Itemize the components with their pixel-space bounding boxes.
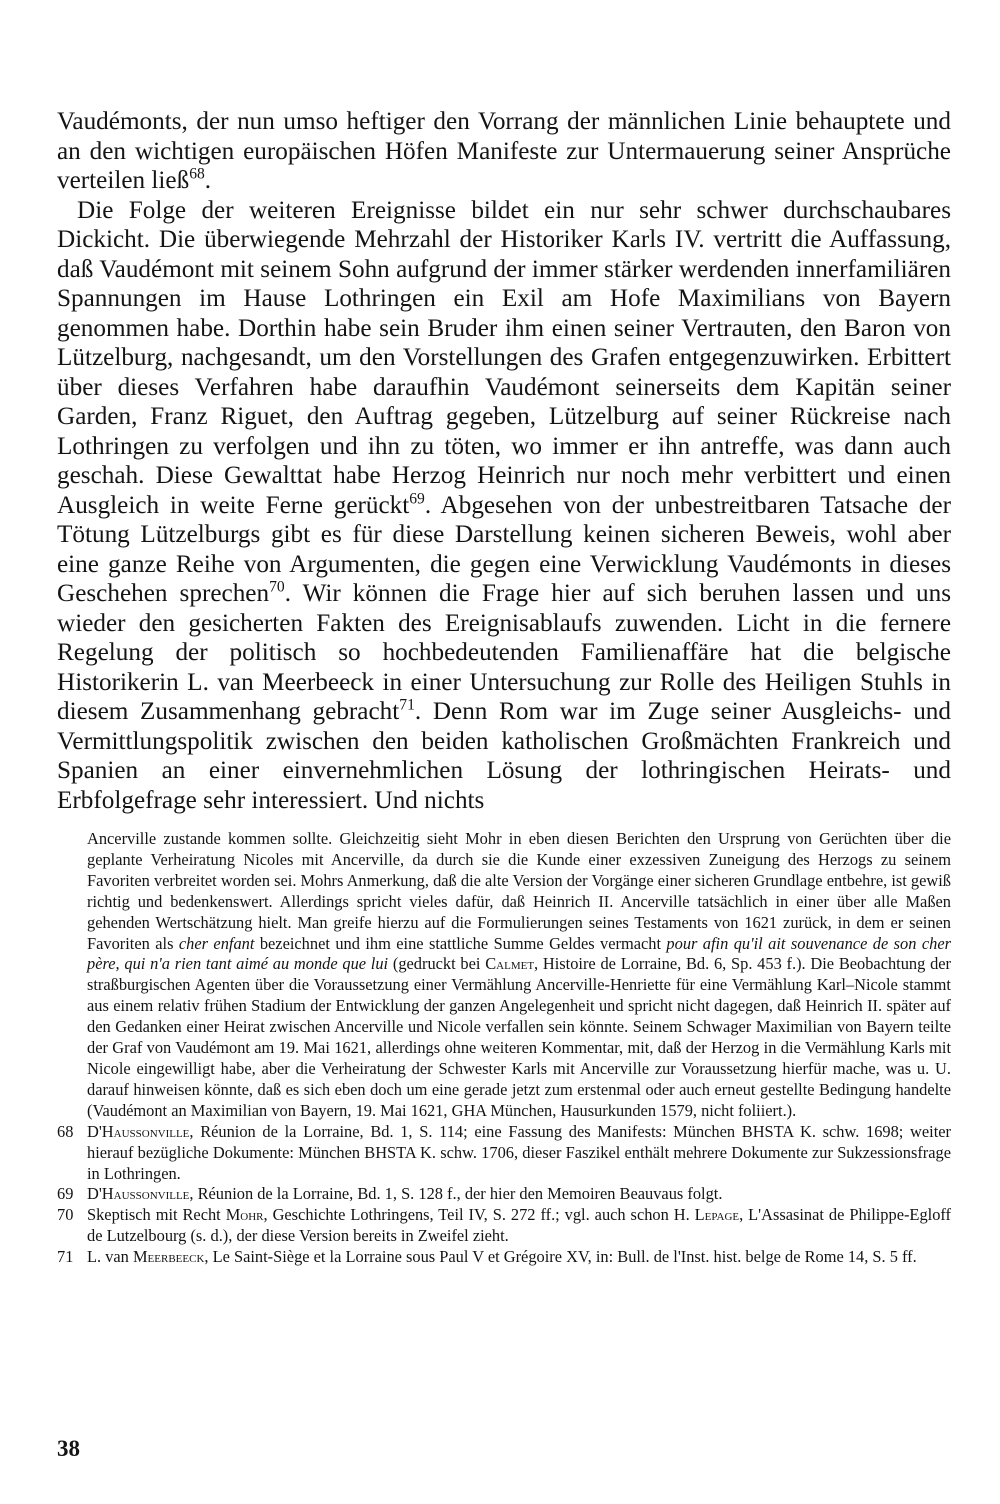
footnote-text: , Geschichte Lothringens, Teil IV, S. 272 ff.; vgl. auch schon H. <box>263 1205 695 1225</box>
footnote-ref-71: 71 <box>399 696 415 714</box>
paragraph-1 <box>57 107 951 196</box>
page-number: 38 <box>57 1436 80 1461</box>
footnote-continuation <box>87 829 951 1122</box>
text-run: . <box>204 167 212 194</box>
text-run: Ancerville zustande kommen sollte. Gleichzeitig sieht Mohr in eben diesen Berichten den Ursprung von Gerüchten über die geplante Verheiratung Nicoles mit Ancerville, da durch sie die Kunde einer exzessiven Zuneigung des Herzogs zu seinem Favoriten verbreitet worden sei. Mohrs Anmerkung, daß die alte Version der Vorgänge einer sicheren Grundlage entbehre, ist gewiß richtig und bedenkenswert. Allerdings spricht vieles dafür, daß Heinrich II. Ancerville tatsächlich in einer über alle Maßen gehenden Wertschätzung hielt. Man greife hierzu auf die Formulierungen seines Testaments von 1621 zurück, in dem er seinen Favoriten als <box>87 829 951 953</box>
text-run: . Wir können die Frage hier auf sich beruhen lassen und uns wieder den gesicherten Fakten des Ereignisablaufs zuwenden. Licht in die fernere Regelung der politisch so hochbedeutenden Familienaffäre hat die belgische Historikerin L. van Meerbeeck in einer Untersuchung zur Rolle des Heiligen Stuhls in diesem Zusammenhang gebracht <box>57 580 952 725</box>
author-name: Calmet <box>485 954 535 974</box>
footnote-ref-70: 70 <box>269 578 285 596</box>
page-content <box>57 107 951 1268</box>
author-name: Meerbeeck <box>132 1247 205 1267</box>
footnote-number: 70 <box>57 1205 74 1225</box>
footnote-71 <box>57 1247 951 1268</box>
text-run: bezeichnet und ihm eine stattliche Summe Geldes vermacht <box>254 933 667 953</box>
author-name: Lepage <box>694 1205 740 1225</box>
footnote-text: , Réunion de la Lorraine, Bd. 1, S. 128 f., der hier den Memoiren Beauvaus folgt. <box>189 1184 723 1204</box>
text-run: . Abgesehen von der unbestreitbaren Tatsache der Tötung Lützelburgs gibt es für diese Darstellung keinen sicheren Beweis, wohl aber eine ganze Reihe von Argumenten, die gegen eine Verwicklung Vaudémonts in dieses Geschehen sprechen <box>57 491 951 607</box>
italic-quote: pour afin qu'il ait souvenance de son cher père, qui n'a rien tant aimé au monde que lui <box>87 933 951 974</box>
footnotes <box>57 829 951 1268</box>
footnote-text: , Réunion de la Lorraine, Bd. 1, S. 114; eine Fassung des Manifests: München BHSTA K. schw. 1698; weiter hierauf bezügliche Dokumente: München BHSTA K. schw. 1706, dieser Faszikel enthält mehrere Dokumente zur Sukzessionsfrage in Lothringen. <box>87 1121 951 1183</box>
italic-text: cher enfant <box>178 933 255 953</box>
footnote-70 <box>57 1205 952 1247</box>
author-name: D'Haussonville <box>87 1121 190 1141</box>
footnote-number: 69 <box>57 1184 74 1204</box>
footnote-69 <box>57 1184 951 1205</box>
author-name: D'Haussonville <box>87 1184 190 1204</box>
footnote-number: 68 <box>57 1121 74 1141</box>
text-run: . Denn Rom war im Zuge seiner Ausgleichs- und Vermittlungspolitik zwischen den beiden katholischen Großmächten Frankreich und Spanien an einer einvernehmlichen Lösung der lothringischen Heirats- und Erbfolgefrage sehr interessiert. Und nichts <box>57 698 951 814</box>
footnote-text: , Le Saint-Siège et la Lorraine sous Paul V et Grégoire XV, in: Bull. de l'Inst. hist. belge de Rome 14, S. 5 ff. <box>204 1247 917 1267</box>
text-run: , Histoire de Lorraine, Bd. 6, Sp. 453 f.). Die Beobachtung der straßburgischen Agenten über die Voraussetzung einer Vermählung Ancerville-Henriette für eine Vermählung Karl–Nicole stammt aus einem relativ frühen Stadium der Entwicklung der ganzen Angelegenheit und spricht nicht dagegen, daß Heinrich II. später auf den Gedanken einer Heirat zwischen Ancerville und Nicole verfallen sein könnte. Seinem Schwager Maximilian von Bayern teilte der Graf von Vaudémont am 19. Mai 1621, allerdings ohne weiteren Kommentar, mit, daß der Herzog in die Vermählung Karls mit Nicole eingewilligt habe, aber die Verheiratung der Schwester Karls mit Ancerville zur Voraussetzung hierfür mache, was u. U. darauf hinweisen könnte, daß es sich eben doch um eine gerade jetzt zum erstenmal oder auch erneut gestellte Bedingung handelte (Vaudémont an Maximilian von Bayern, 19. Mai 1621, GHA München, Hausurkunden 1579, nicht foliiert.). <box>87 954 951 1120</box>
footnote-text: Skeptisch mit Recht <box>87 1205 226 1225</box>
footnote-text: , L'Assasinat de Philippe-Egloff de Lutzelbourg (s. d.), der diese Version bereits in Zweifel zieht. <box>87 1205 952 1246</box>
footnote-text: L. van <box>87 1247 133 1267</box>
text-run: Vaudémonts, der nun umso heftiger den Vorrang der männlichen Linie behauptete und an den wichtigen europäischen Höfen Manifeste zur Untermauerung seiner Ansprüche verteilen ließ <box>57 108 951 194</box>
author-name: Mohr <box>225 1205 264 1225</box>
footnote-68 <box>57 1121 951 1185</box>
footnote-number: 71 <box>57 1247 74 1267</box>
paragraph-2 <box>57 196 951 816</box>
footnote-ref-68: 68 <box>189 165 205 183</box>
main-text <box>57 107 951 815</box>
footnote-ref-69: 69 <box>409 490 425 508</box>
text-run: Die Folge der weiteren Ereignisse bildet ein nur sehr schwer durchschaubares Dickicht. Die überwiegende Mehrzahl der Historiker Karls IV. vertritt die Auffassung, daß Vaudémont mit seinem Sohn aufgrund der immer stärker werdenden innerfamiliären Spannungen im Hause Lothringen ein Exil am Hofe Maximilians von Bayern genommen habe. Dorthin habe sein Bruder ihm einen seiner Vertrauten, den Baron von Lützelburg, nachgesandt, um den Vorstellungen des Grafen entgegenzuwirken. Erbittert über dieses Verfahren habe daraufhin Vaudémont seinerseits dem Kapitän seiner Garden, Franz Riguet, den Auftrag gegeben, Lützelburg auf seiner Rückreise nach Lothringen zu verfolgen und ihn zu töten, wo immer er ihn antreffe, was dann auch geschah. Diese Gewalttat habe Herzog Heinrich nur noch mehr verbittert und einen Ausgleich in weite Ferne gerückt <box>57 196 951 519</box>
text-run: (gedruckt bei <box>388 954 486 974</box>
